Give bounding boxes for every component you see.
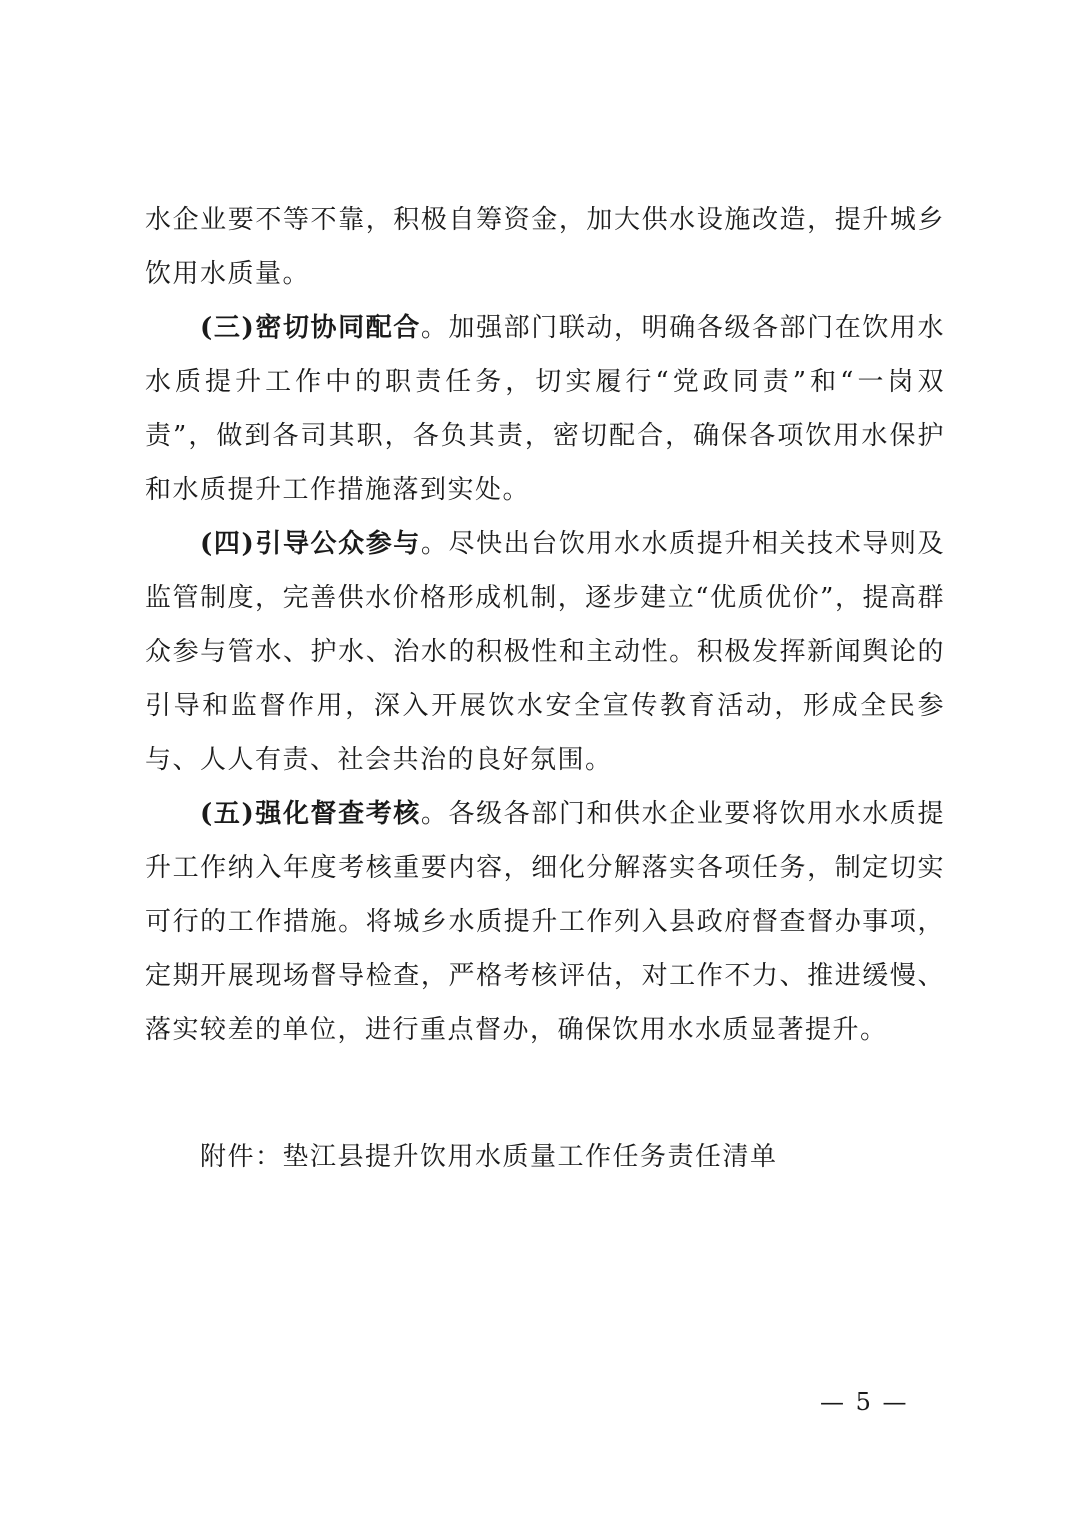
attachment-line: 附件：垫江县提升饮用水质量工作任务责任清单 [200, 1142, 778, 1172]
section-paragraph-4 [145, 517, 945, 787]
section-paragraph-5 [145, 787, 945, 1057]
section-heading-5: (五)强化督查考核 [200, 799, 421, 829]
section-heading-3: (三)密切协同配合 [200, 313, 421, 343]
continued-paragraph: 水企业要不等不靠，积极自筹资金，加大供水设施改造，提升城乡饮用水质量。 [145, 205, 945, 289]
section-text-3: 。加强部门联动，明确各级各部门在饮用水水质提升工作中的职责任务，切实履行“党政同责”和“一岗双责”，做到各司其职，各负其责，密切配合，确保各项饮用水保护和水质提升工作措施落到实处。 [145, 313, 945, 505]
page-number: — 5 — [820, 1388, 909, 1416]
section-heading-4: (四)引导公众参与 [200, 529, 421, 559]
section-text-4: 。尽快出台饮用水水质提升相关技术导则及监管制度，完善供水价格形成机制，逐步建立“优质优价”，提高群众参与管水、护水、治水的积极性和主动性。积极发挥新闻舆论的引导和监督作用，深入开展饮水安全宣传教育活动，形成全民参与、人人有责、社会共治的良好氛围。 [145, 529, 945, 775]
document-body [145, 193, 945, 1057]
section-text-5: 。各级各部门和供水企业要将饮用水水质提升工作纳入年度考核重要内容，细化分解落实各项任务，制定切实可行的工作措施。将城乡水质提升工作列入县政府督查督办事项，定期开展现场督导检查，严格考核评估，对工作不力、推进缓慢、落实较差的单位，进行重点督办，确保饮用水水质显著提升。 [145, 799, 945, 1045]
section-paragraph-3 [145, 301, 945, 517]
